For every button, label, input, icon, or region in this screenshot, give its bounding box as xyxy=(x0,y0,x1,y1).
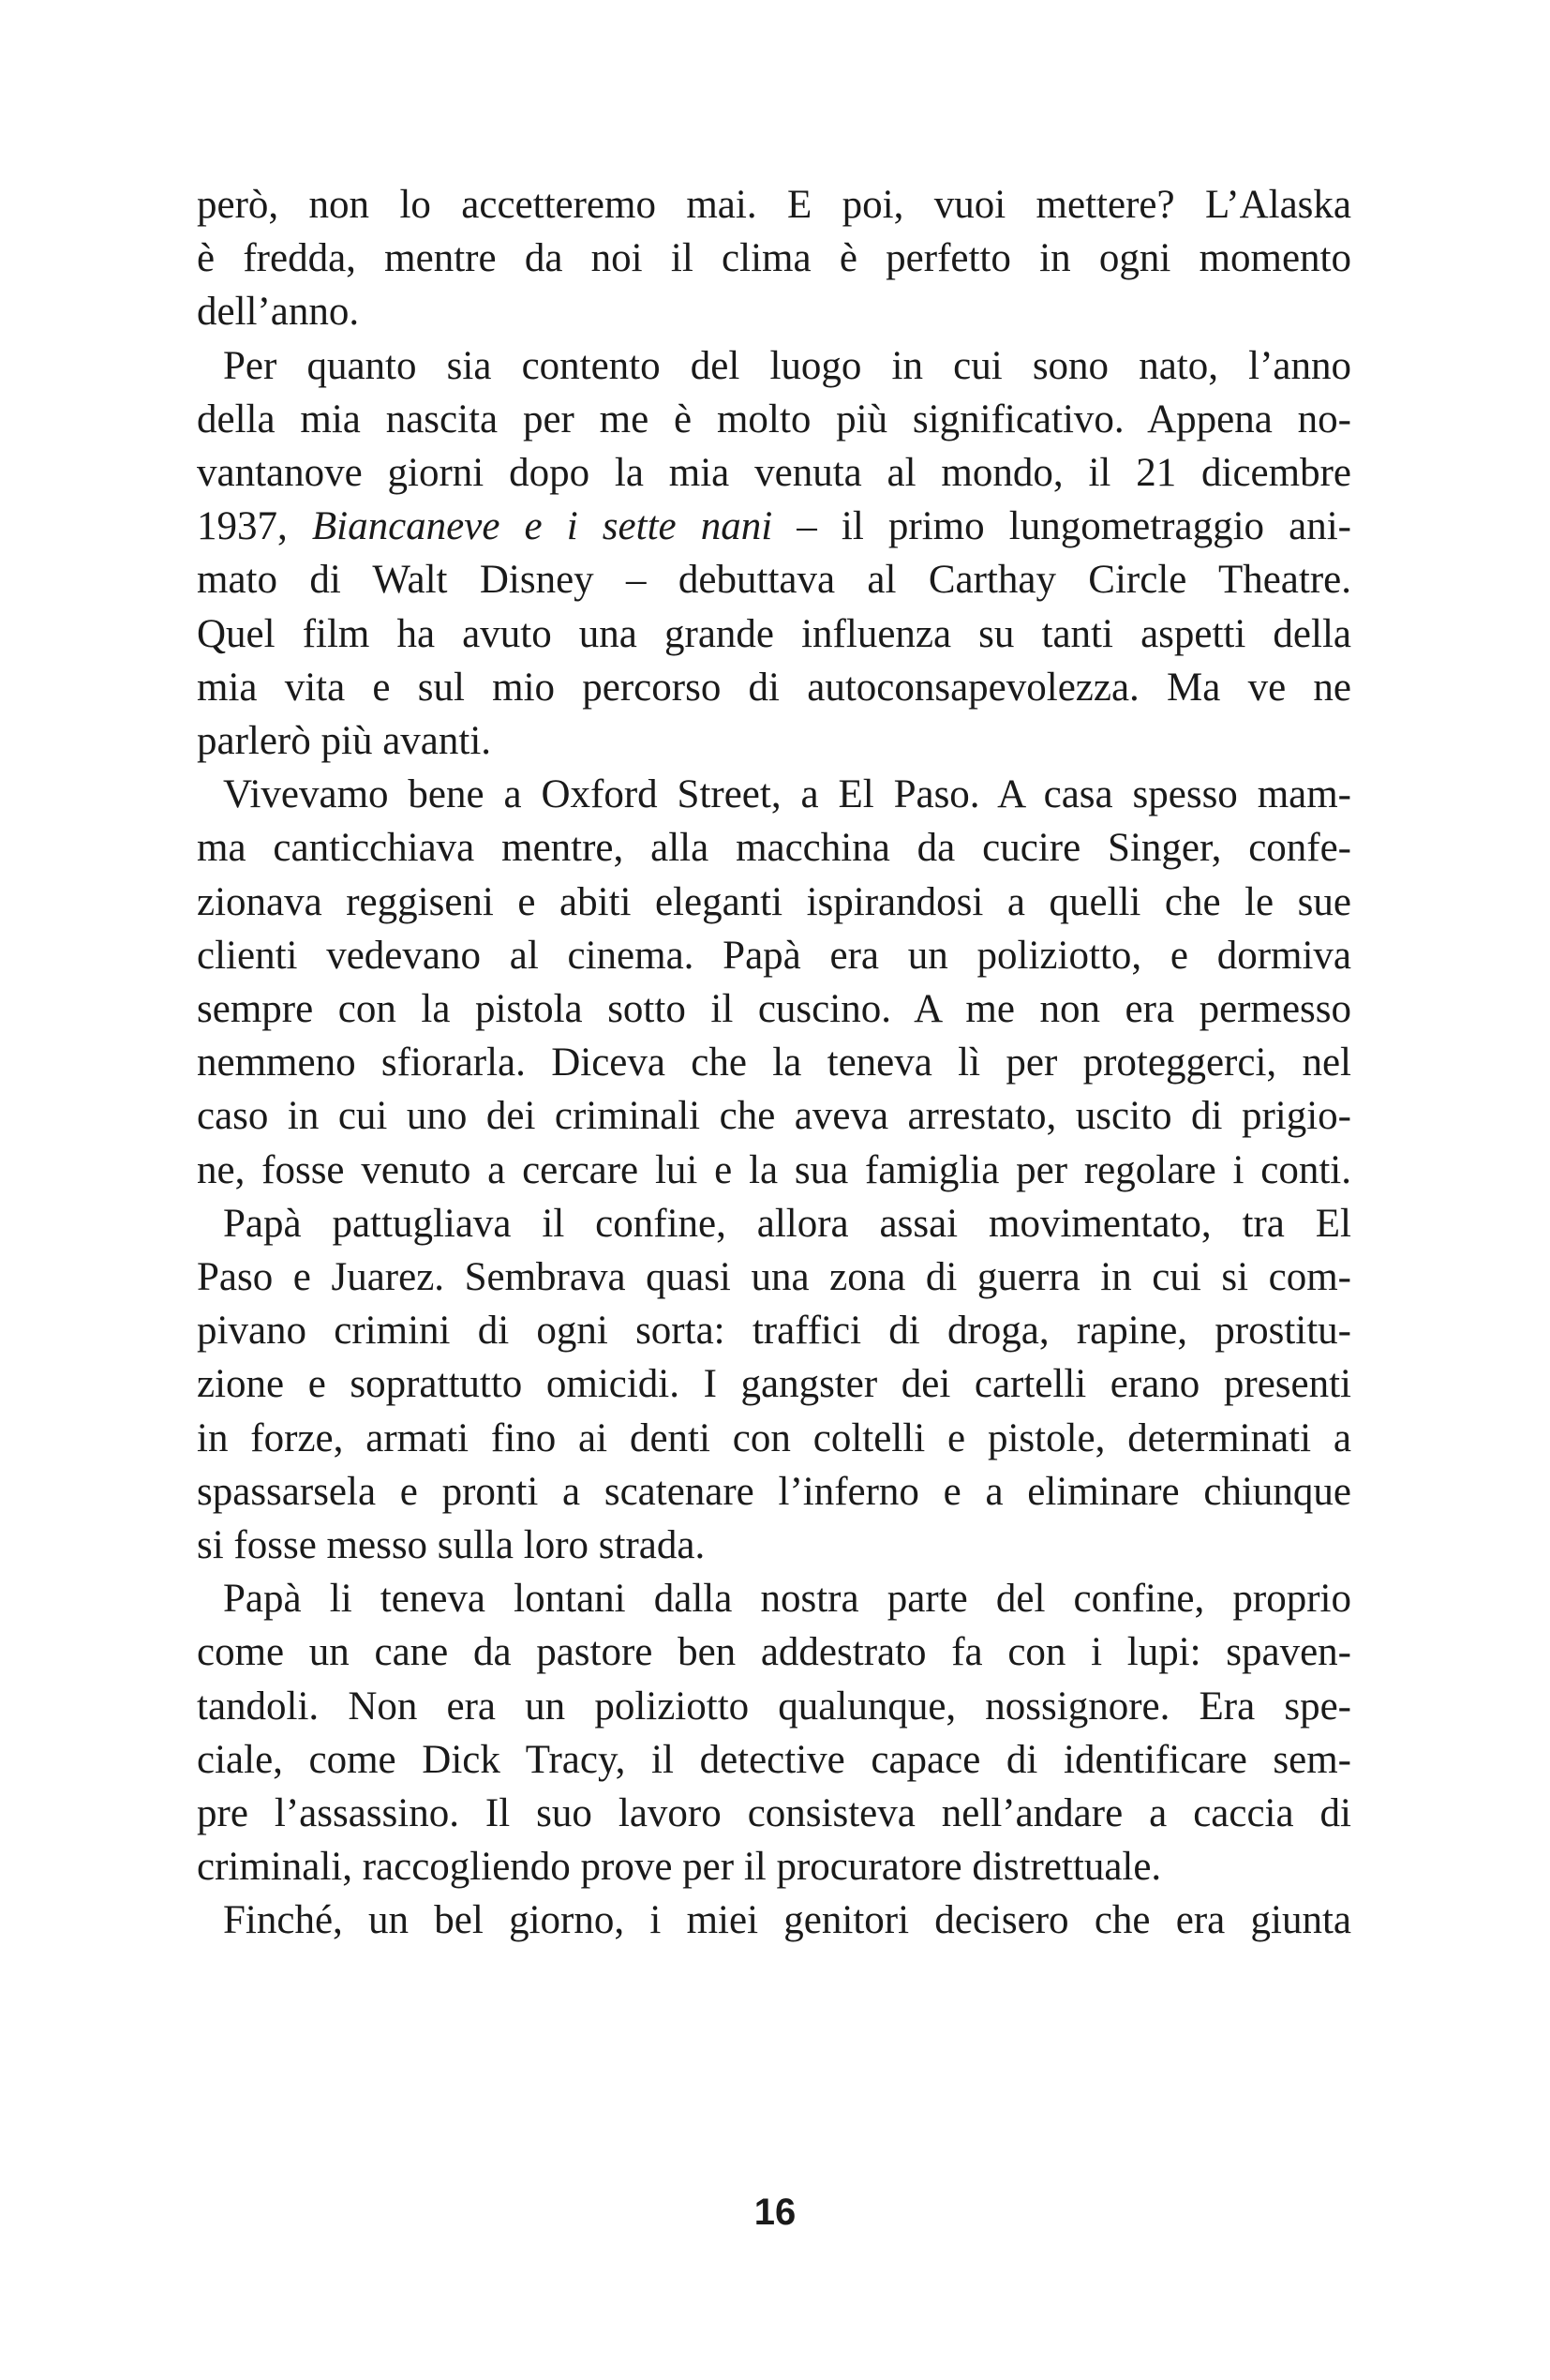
text-line: della mia nascita per me è molto più significativo. Appena no- xyxy=(197,397,1351,442)
text-line: nemmeno sfiorarla. Diceva che la teneva lì per proteggerci, nel xyxy=(197,1040,1351,1085)
text-line-pre: 1937, xyxy=(197,504,312,549)
text-line: in forze, armati fino ai denti con coltelli e pistole, determinati a xyxy=(197,1415,1351,1460)
text-line: Finché, un bel giorno, i miei genitori decisero che era giunta xyxy=(223,1898,1351,1943)
text-line: Papà li teneva lontani dalla nostra parte del confine, proprio xyxy=(223,1577,1351,1622)
text-line: ne, fosse venuto a cercare lui e la sua famiglia per regolare i conti. xyxy=(197,1147,1351,1192)
text-line: Papà pattugliava il confine, allora assai movimentato, tra El xyxy=(223,1201,1351,1246)
film-title: Biancaneve e i sette nani xyxy=(311,504,773,549)
text-line: ciale, come Dick Tracy, il detective capace di identificare sem- xyxy=(197,1737,1351,1782)
text-line: è fredda, mentre da noi il clima è perfetto in ogni momento xyxy=(197,236,1351,281)
text-line: si fosse messo sulla loro strada. xyxy=(197,1523,706,1567)
text-line: come un cane da pastore ben addestrato fa con i lupi: spaven- xyxy=(197,1630,1351,1675)
text-line-post: – il primo lungometraggio ani- xyxy=(772,504,1351,549)
text-line: criminali, raccogliendo prove per il procuratore distrettuale. xyxy=(197,1845,1162,1890)
text-line: mia vita e sul mio percorso di autoconsapevolezza. Ma ve ne xyxy=(197,665,1351,710)
text-line: dell’anno. xyxy=(197,290,360,335)
text-line: ma canticchiava mentre, alla macchina da cucire Singer, confe- xyxy=(197,826,1351,871)
text-line: tandoli. Non era un poliziotto qualunque, nossignore. Era spe- xyxy=(197,1684,1351,1729)
page-number: 16 xyxy=(753,2192,797,2233)
text-line: pivano crimini di ogni sorta: traffici di droga, rapine, prostitu- xyxy=(197,1309,1351,1354)
text-line: Vivevamo bene a Oxford Street, a El Paso. A casa spesso mam- xyxy=(223,772,1351,817)
text-line: però, non lo accetteremo mai. E poi, vuoi mettere? L’Alaska xyxy=(197,183,1351,227)
text-line: sempre con la pistola sotto il cuscino. A me non era permesso xyxy=(197,987,1351,1031)
text-line: clienti vedevano al cinema. Papà era un poliziotto, e dormiva xyxy=(197,933,1351,978)
text-line: Quel film ha avuto una grande influenza su tanti aspetti della xyxy=(197,611,1351,656)
text-line: spassarsela e pronti a scatenare l’inferno e a eliminare chiunque xyxy=(197,1469,1351,1514)
text-line: Paso e Juarez. Sembrava quasi una zona di guerra in cui si com- xyxy=(197,1255,1351,1299)
text-line: mato di Walt Disney – debuttava al Carthay Circle Theatre. xyxy=(197,558,1351,603)
text-line: parlerò più avanti. xyxy=(197,719,492,763)
text-line: zione e soprattutto omicidi. I gangster dei cartelli erano presenti xyxy=(197,1362,1351,1407)
text-line: vantanove giorni dopo la mia venuta al mondo, il 21 dicembre xyxy=(197,451,1351,495)
text-line: zionava reggiseni e abiti eleganti ispirandosi a quelli che le sue xyxy=(197,879,1351,924)
text-line xyxy=(197,500,1351,553)
text-line: caso in cui uno dei criminali che aveva arrestato, uscito di prigio- xyxy=(197,1094,1351,1139)
text-line: Per quanto sia contento del luogo in cui sono nato, l’anno xyxy=(223,343,1351,388)
text-line: pre l’assassino. Il suo lavoro consisteva nell’andare a caccia di xyxy=(197,1791,1351,1835)
